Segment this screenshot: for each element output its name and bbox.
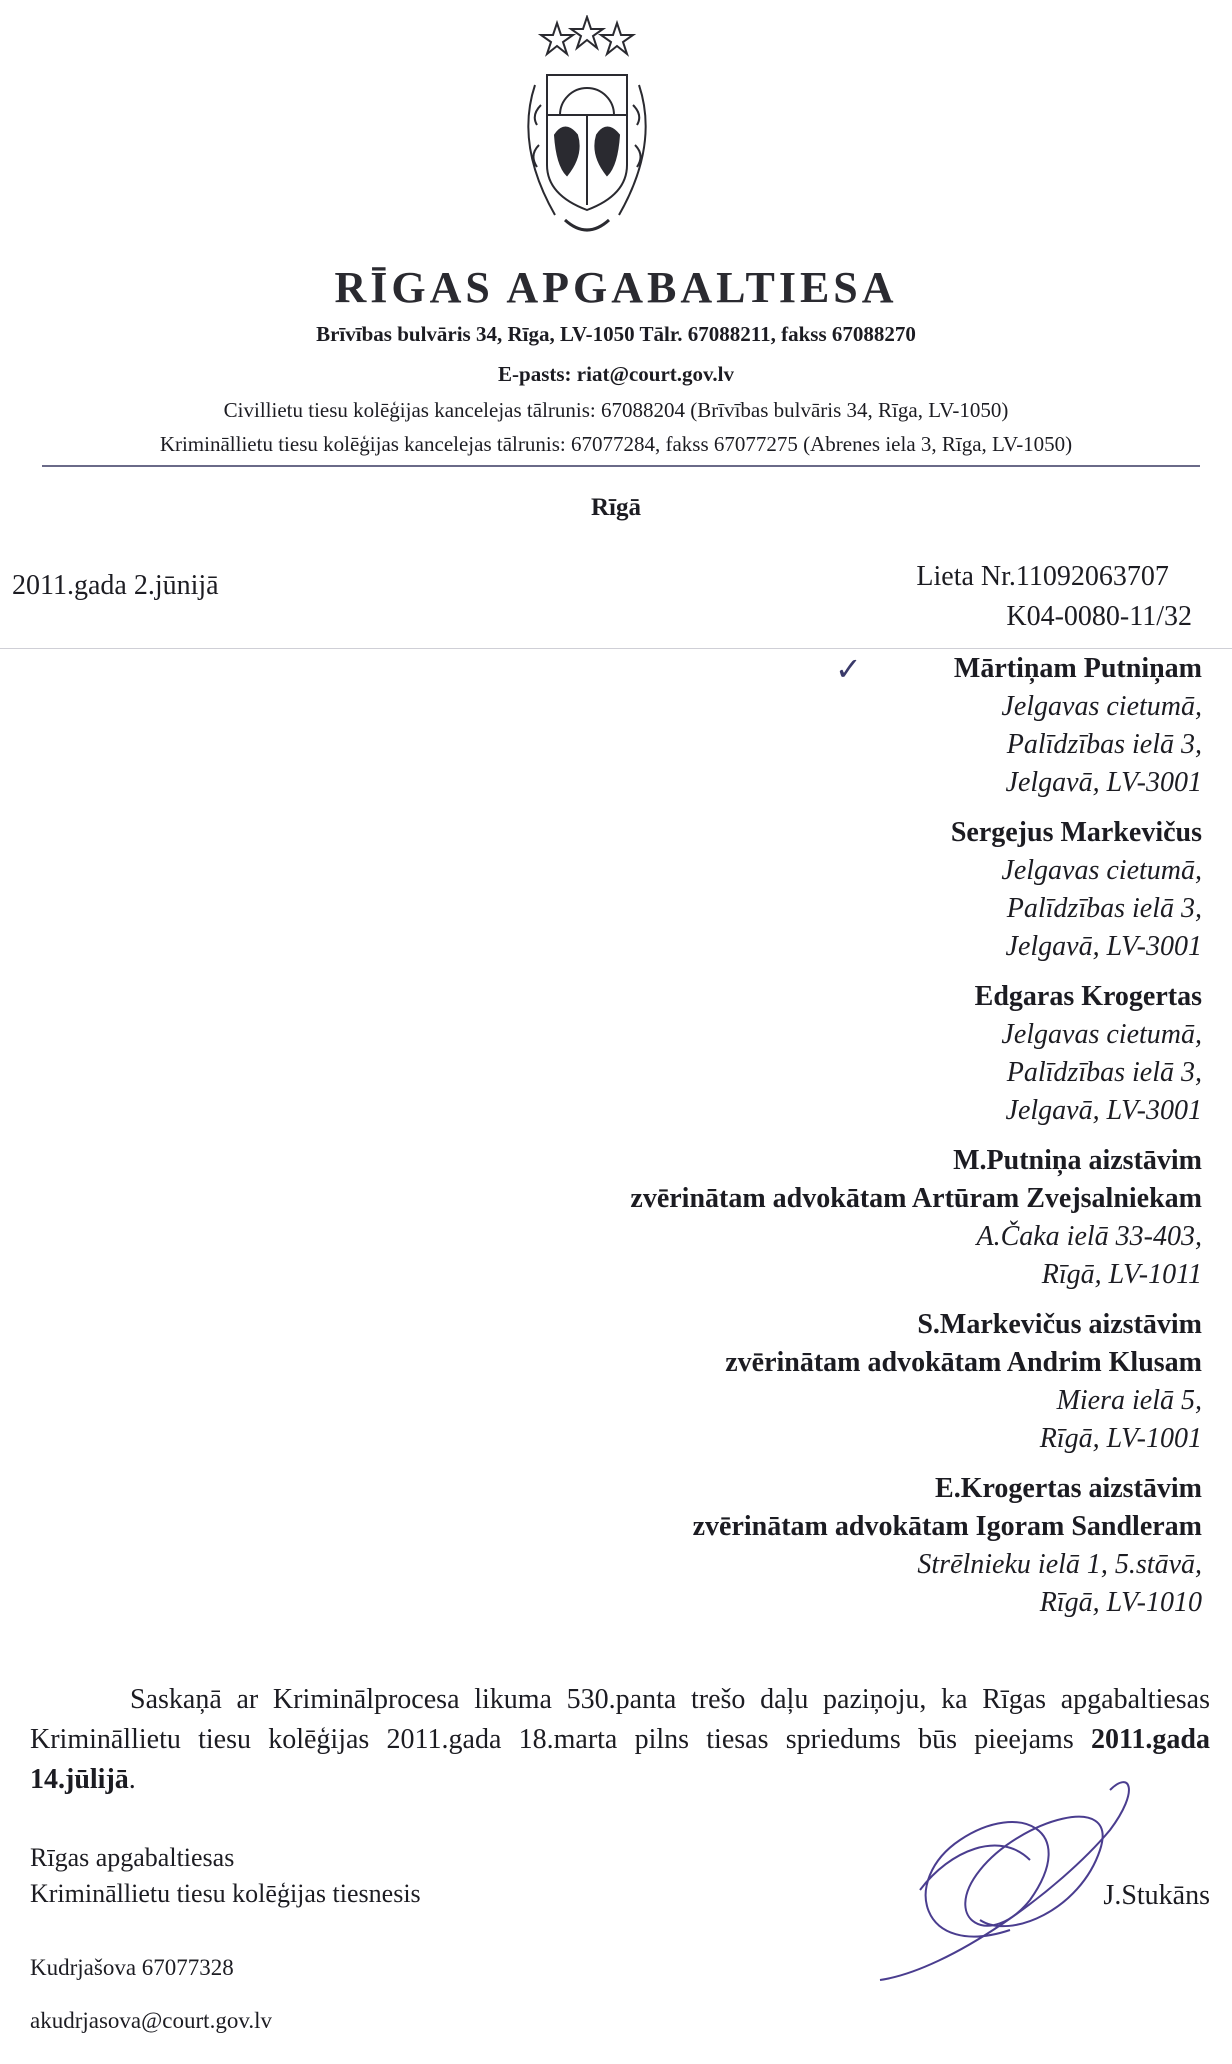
recipient-name: zvērinātam advokātam Andrim Klusam xyxy=(725,1347,1202,1378)
coat-of-arms-icon xyxy=(505,15,670,260)
recipient-address: Palīdzības ielā 3, xyxy=(1006,893,1202,924)
recipient-name: E.Krogertas aizstāvim xyxy=(935,1473,1202,1504)
recipient-address: Strēlnieku ielā 1, 5.stāvā, xyxy=(917,1549,1202,1580)
case-code: K04-0080-11/32 xyxy=(1006,601,1192,632)
recipient xyxy=(302,978,1202,1130)
recipient xyxy=(302,650,1202,802)
recipient-address: Jelgavas cietumā, xyxy=(1001,1019,1202,1050)
recipient-name: Edgaras Krogertas xyxy=(974,981,1202,1012)
recipient-list xyxy=(302,650,1202,1634)
contact-phone: Kudrjašova 67077328 xyxy=(30,1955,234,1980)
case-number: Lieta Nr.11092063707 xyxy=(916,561,1169,592)
recipient-name: zvērinātam advokātam Igoram Sandleram xyxy=(692,1511,1202,1542)
letter-date: 2011.gada 2.jūnijā xyxy=(12,570,219,601)
recipient-address: Rīgā, LV-1011 xyxy=(1041,1259,1202,1290)
recipient-address: Jelgavas cietumā, xyxy=(1001,855,1202,886)
recipient-address: Palīdzības ielā 3, xyxy=(1006,729,1202,760)
checkmark-icon: ✓ xyxy=(835,651,862,687)
scan-fold-line xyxy=(0,648,1232,649)
recipient-address: Rīgā, LV-1001 xyxy=(1039,1423,1202,1454)
civil-office-line: Civillietu tiesu kolēģijas kancelejas tālrunis: 67088204 (Brīvības bulvāris 34, Rīga, LV-1050) xyxy=(223,398,1009,422)
recipient-address: Rīgā, LV-1010 xyxy=(1039,1587,1202,1618)
signatory-role: Krimināllietu tiesu kolēģijas tiesnesis xyxy=(30,1879,421,1908)
case-reference xyxy=(916,557,1192,637)
recipient-address: Jelgavas cietumā, xyxy=(1001,691,1202,722)
recipient-name: S.Markevičus aizstāvim xyxy=(917,1309,1202,1340)
signatory-block xyxy=(30,1840,421,1912)
court-address: Brīvības bulvāris 34, Rīga, LV-1050 Tālr. 67088211, fakss 67088270 xyxy=(316,322,916,346)
signatory-name: J.Stukāns xyxy=(1103,1880,1210,1911)
criminal-office-line: Krimināllietu tiesu kolēģijas kancelejas tālrunis: 67077284, fakss 67077275 (Abrenes iela 3, Rīga, LV-1050) xyxy=(159,432,1073,456)
recipient-address: Jelgavā, LV-3001 xyxy=(1005,767,1202,798)
header-divider xyxy=(42,465,1200,467)
recipient-address: Jelgavā, LV-3001 xyxy=(1005,931,1202,962)
recipient xyxy=(302,1306,1202,1458)
recipient-name: M.Putniņa aizstāvim xyxy=(953,1145,1202,1176)
signatory-court: Rīgas apgabaltiesas xyxy=(30,1843,235,1872)
court-email: E-pasts: riat@court.gov.lv xyxy=(498,362,734,386)
recipient-address: Miera ielā 5, xyxy=(1056,1385,1202,1416)
notice-paragraph: Saskaņā ar Kriminālprocesa likuma 530.panta trešo daļu paziņoju, ka Rīgas apgabaltiesas Krimināllietu tiesu kolēģijas 2011.gada 18.marta pilns tiesas spriedums būs pieejams 2011.gada 14.jūlijā. xyxy=(30,1684,1210,1795)
recipient-name: Sergejus Markevičus xyxy=(950,817,1202,848)
availability-date: 2011.gada 14.jūlijā xyxy=(30,1724,1210,1795)
recipient xyxy=(302,1142,1202,1294)
city: Rīgā xyxy=(591,494,641,521)
contact-email: akudrjasova@court.gov.lv xyxy=(30,2008,272,2033)
notice-text: Saskaņā ar Kriminālprocesa likuma 530.panta trešo daļu paziņoju, ka Rīgas apgabaltiesas Krimināllietu tiesu kolēģijas 2011.gada 18.marta pilns tiesas spriedums būs pieejams xyxy=(30,1684,1210,1755)
recipient-address: A.Čaka ielā 33-403, xyxy=(976,1221,1202,1252)
recipient-address: Palīdzības ielā 3, xyxy=(1006,1057,1202,1088)
recipient xyxy=(302,814,1202,966)
recipient-name: zvērinātam advokātam Artūram Zvejsalniekam xyxy=(630,1183,1202,1214)
court-title: RĪGAS APGABALTIESA xyxy=(334,263,898,312)
recipient-address: Jelgavā, LV-3001 xyxy=(1005,1095,1202,1126)
recipient xyxy=(302,1470,1202,1622)
recipient-name: Mārtiņam Putniņam xyxy=(953,653,1202,684)
